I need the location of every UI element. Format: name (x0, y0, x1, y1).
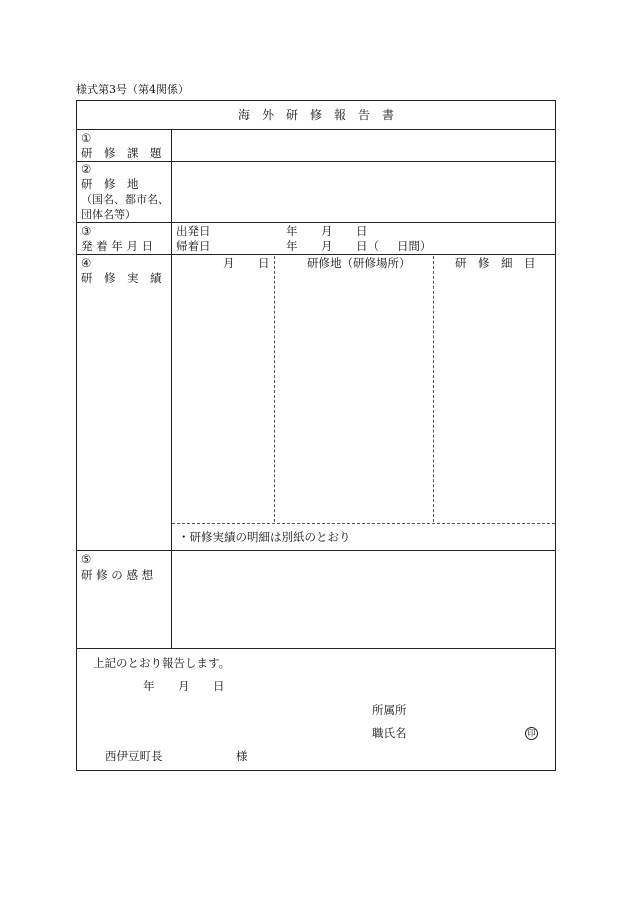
impression-label: 研 修 の 感 想 (81, 568, 154, 582)
form-title: 海 外 研 修 報 告 書 (237, 108, 394, 122)
return-day-open: 日（ (356, 239, 379, 253)
return-year: 年 (286, 239, 298, 253)
location-label: 研 修 地 (81, 177, 139, 191)
honorific: 様 (236, 749, 248, 763)
departure-day: 日 (356, 224, 368, 238)
col-detail: 研 修 細 目 (455, 256, 536, 270)
return-label: 帰着日 (176, 239, 211, 253)
subject-field[interactable] (172, 130, 555, 160)
seal-mark: 印 (525, 727, 538, 740)
col-day: 日 (258, 256, 270, 270)
report-day: 日 (213, 679, 225, 693)
departure-month: 月 (321, 224, 333, 238)
subject-label: 研 修 課 題 (81, 146, 162, 160)
section-number: ⑤ (81, 552, 92, 566)
section-number: ① (81, 131, 92, 145)
dates-label: 発 着 年 月 日 (81, 239, 154, 253)
col-place: 研修地（研修場所） (307, 256, 411, 270)
section-number: ② (81, 162, 92, 176)
section-number: ③ (81, 224, 92, 238)
col-month: 月 (223, 256, 235, 270)
affiliation-label: 所属所 (372, 703, 407, 717)
record-note: ・研修実績の明細は別紙のとおり (178, 530, 351, 544)
departure-year: 年 (286, 224, 298, 238)
form-number: 様式第3号（第4関係） (76, 83, 189, 96)
addressee: 西伊豆町長 (105, 749, 163, 763)
impression-field[interactable] (172, 551, 555, 647)
report-text: 上記のとおり報告します。 (93, 656, 231, 670)
return-month: 月 (321, 239, 333, 253)
location-note: 団体名等） (81, 208, 136, 221)
record-label: 研 修 実 績 (81, 271, 162, 285)
location-note: （国名、都市名、 (81, 193, 169, 206)
report-month: 月 (178, 679, 190, 693)
duration-close: 日間） (397, 239, 432, 253)
record-field[interactable] (172, 270, 555, 522)
location-field[interactable] (172, 162, 555, 221)
departure-label: 出発日 (176, 224, 211, 238)
section-number: ④ (81, 256, 92, 270)
report-year: 年 (143, 679, 155, 693)
name-label: 職氏名 (372, 726, 407, 740)
